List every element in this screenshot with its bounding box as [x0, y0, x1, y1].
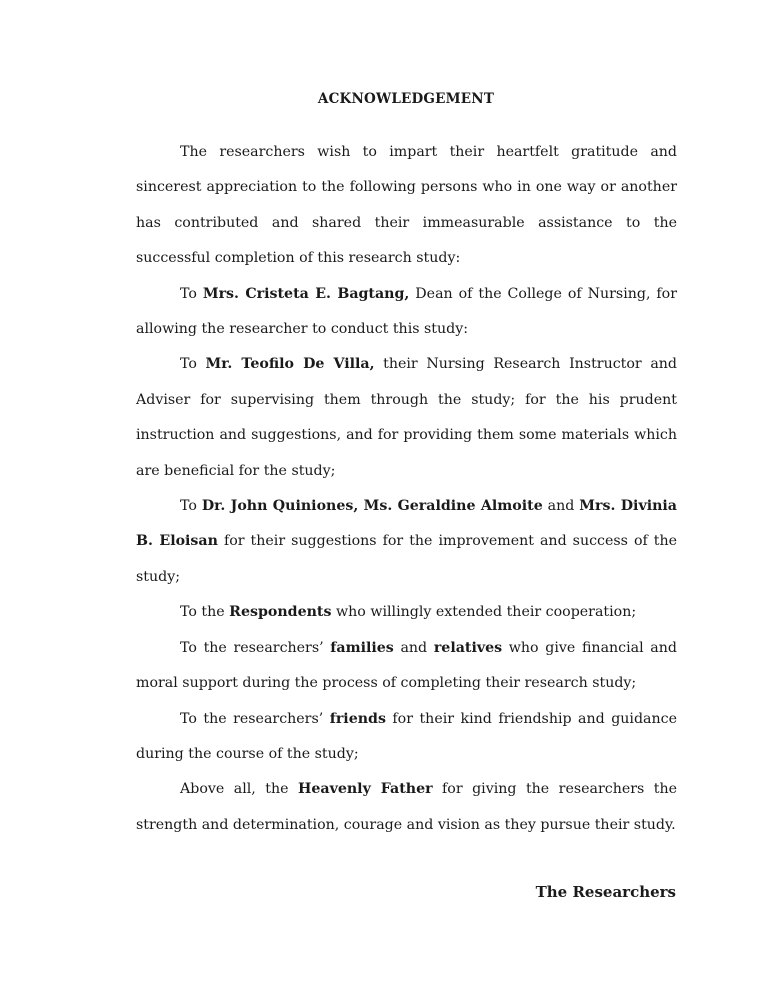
heavenly-father-paragraph: [136, 772, 677, 843]
signature: The Researchers: [535, 883, 676, 901]
page-title: ACKNOWLEDGEMENT: [317, 91, 495, 107]
dean-paragraph: [136, 277, 677, 348]
paragraph-text: their Nursing Research Instructor and Adviser for supervising them through the study; for the his prudent instruction and suggestions, and for providing them some materials which are beneficial for the study;: [136, 356, 677, 479]
respondents-paragraph: [136, 595, 677, 630]
friends-name: friends: [329, 710, 386, 727]
paragraph-prefix: Above all, the: [180, 781, 298, 798]
heavenly-father-name: Heavenly Father: [297, 781, 433, 798]
panel-names: Dr. John Quiniones, Ms. Geraldine Almoite: [201, 498, 543, 515]
paragraph-text: who willingly extended their cooperation;: [331, 604, 637, 621]
acknowledgement-body: [136, 135, 677, 843]
panel-paragraph: [136, 489, 677, 595]
panel-name-last: Mrs. Divinia B. Eloisan: [136, 498, 677, 550]
paragraph-prefix: To the researchers’: [180, 710, 330, 727]
relatives-name: relatives: [433, 639, 503, 656]
dean-name: Mrs. Cristeta E. Bagtang,: [202, 285, 410, 302]
paragraph-text: Dean of the College of Nursing, for allowing the researcher to conduct this study:: [136, 285, 677, 338]
friends-paragraph: [136, 702, 677, 773]
intro-text: The researchers wish to impart their heartfelt gratitude and sincerest appreciation to the following persons who in one way or another has contributed and shared their immeasurable assistance to the successful completion of this research study:: [136, 144, 677, 267]
paragraph-text: for their kind friendship and guidance during the course of the study;: [136, 710, 677, 762]
paragraph-text: who give financial and moral support during the process of completing their research study;: [136, 639, 677, 692]
families-name: families: [330, 639, 394, 656]
intro-paragraph: [136, 135, 677, 277]
paragraph-prefix: To: [180, 285, 203, 302]
paragraph-text: for their suggestions for the improvement and success of the study;: [136, 533, 677, 585]
respondents-name: Respondents: [229, 604, 332, 621]
adviser-name: Mr. Teofilo De Villa,: [205, 356, 375, 373]
paragraph-prefix: To: [180, 356, 206, 373]
paragraph-text: for giving the researchers the strength and determination, courage and vision as they pursue their study.: [136, 781, 678, 833]
families-paragraph: [136, 631, 677, 702]
conjunction: and: [542, 498, 580, 515]
adviser-paragraph: [136, 347, 677, 489]
conjunction: and: [393, 639, 434, 656]
paragraph-prefix: To the researchers’: [180, 639, 331, 656]
paragraph-prefix: To the: [180, 604, 230, 621]
paragraph-prefix: To: [180, 498, 202, 515]
